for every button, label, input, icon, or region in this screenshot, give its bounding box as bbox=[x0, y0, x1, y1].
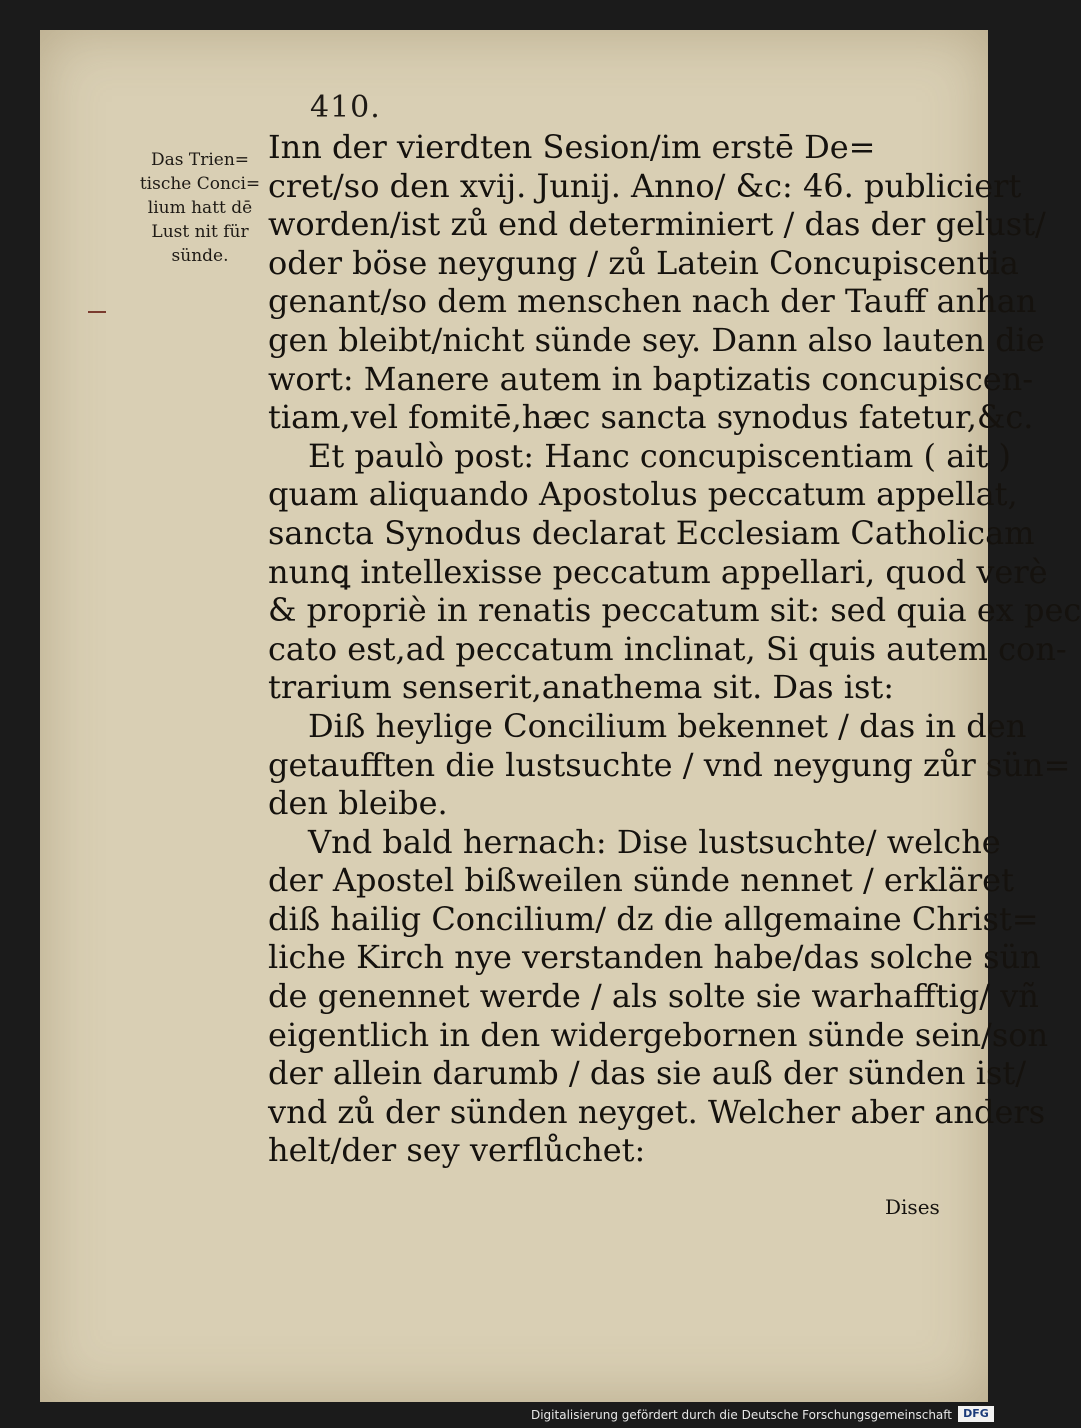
text-line: oder böse neygung / zů Latein Concupiscentia bbox=[268, 243, 1019, 282]
margin-note-line: tische Conci= bbox=[139, 174, 261, 194]
margin-note-line: Das Trien= bbox=[150, 150, 250, 170]
text-line: quam aliquando Apostolus peccatum appellat, bbox=[268, 475, 1018, 514]
text-line: trarium senserit,anathema sit. Das ist: bbox=[268, 668, 895, 707]
text-line: Vnd bald hernach: Dise lustsuchte/ welche bbox=[308, 822, 1001, 861]
main-text bbox=[268, 128, 1081, 1170]
margin-note-line: Lust nit für bbox=[151, 222, 249, 242]
text-line: tiam,vel fomitē,hæc sancta synodus fatetur,&c. bbox=[268, 398, 1034, 437]
text-line: worden/ist zů end determiniert / das der gelust/ bbox=[268, 205, 1046, 244]
funding-note: Digitalisierung gefördert durch die Deutsche Forschungsgemeinschaft bbox=[530, 1408, 952, 1422]
text-line: Diß heylige Concilium bekennet / das in den bbox=[308, 706, 1027, 745]
text-line: der allein darumb / das sie auß der sünden ist/ bbox=[268, 1054, 1026, 1093]
text-line: diß hailig Concilium/ dz die allgemaine Christ= bbox=[268, 899, 1039, 938]
text-line: eigentlich in den widergebornen sünde sein/son bbox=[268, 1015, 1049, 1054]
text-line: helt/der sey verflůchet: bbox=[268, 1131, 646, 1170]
text-line: liche Kirch nye verstanden habe/das solche sün bbox=[268, 938, 1041, 977]
text-line: Inn der vierdten Sesion/im erstē De= bbox=[268, 128, 876, 166]
text-line: nunꝗ intellexisse peccatum appellari, quod verè bbox=[268, 552, 1048, 591]
text-line: den bleibe. bbox=[268, 784, 448, 823]
text-line: Et paulò post: Hanc concupiscentiam ( ait ) bbox=[308, 436, 1012, 475]
text-line: wort: Manere autem in baptizatis concupiscen- bbox=[268, 359, 1034, 398]
text-line: genant/so dem menschen nach der Tauff anhan bbox=[268, 282, 1037, 321]
text-line: de genennet werde / als solte sie warhafftig/ vñ bbox=[268, 977, 1039, 1016]
footer-bar bbox=[0, 1402, 1000, 1428]
text-line: gen bleibt/nicht sünde sey. Dann also lauten die bbox=[268, 320, 1045, 359]
text-line: & propriè in renatis peccatum sit: sed quia ex pec bbox=[268, 591, 1081, 630]
text-line: vnd zů der sünden neyget. Welcher aber anders bbox=[268, 1092, 1046, 1131]
catchword: Dises bbox=[885, 1195, 940, 1219]
page-number: 410. bbox=[310, 90, 381, 125]
text-line: cret/so den xvij. Junij. Anno/ &c: 46. publiciert bbox=[268, 166, 1022, 205]
text-line: sancta Synodus declarat Ecclesiam Catholicam bbox=[268, 513, 1035, 552]
margin-note bbox=[135, 148, 265, 268]
text-line: getaufften die lustsuchte / vnd neygung zůr sün= bbox=[268, 745, 1071, 784]
text-line: der Apostel bißweilen sünde nennet / erkläret bbox=[268, 861, 1014, 900]
margin-note-line: lium hatt dē bbox=[147, 198, 253, 218]
margin-note-line: sünde. bbox=[171, 246, 229, 266]
dfg-logo: DFG bbox=[958, 1406, 994, 1422]
text-line: cato est,ad peccatum inclinat, Si quis autem con- bbox=[268, 629, 1067, 668]
margin-mark bbox=[88, 311, 106, 313]
